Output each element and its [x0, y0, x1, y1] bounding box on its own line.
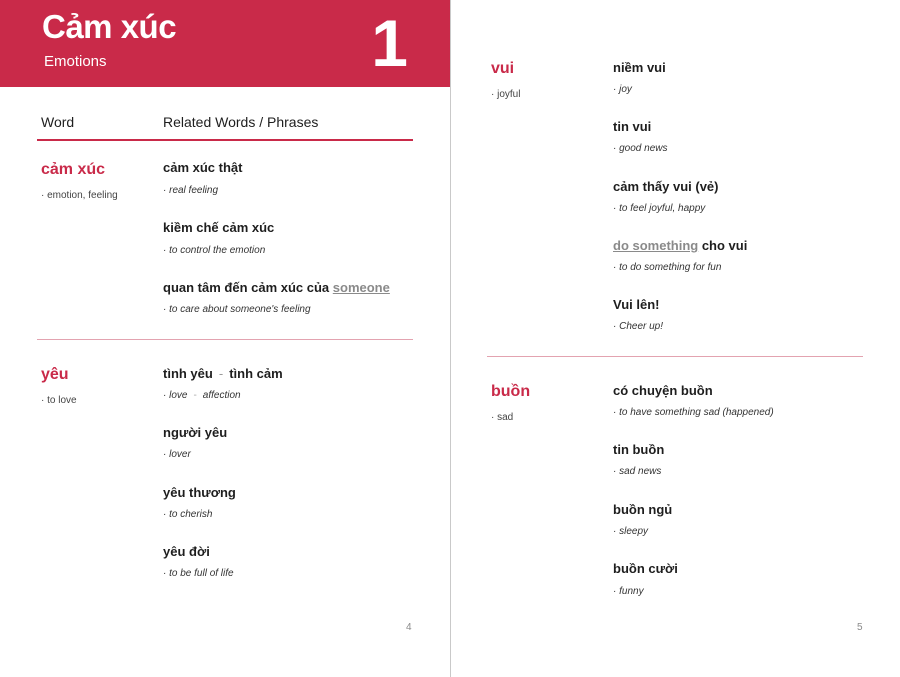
phrase: người yêu [163, 425, 228, 440]
phrase [163, 280, 390, 295]
phrase-gloss: · funny [613, 586, 644, 597]
phrase-separator: - [218, 366, 224, 381]
phrase-gloss: · to have something sad (happened) [613, 407, 774, 418]
headword: buồn [491, 383, 531, 400]
phrase-gloss: · to care about someone's feeling [163, 304, 311, 315]
phrase [613, 238, 747, 253]
phrase: niềm vui [613, 60, 666, 75]
phrase: cảm xúc thật [163, 160, 243, 175]
phrase-gloss: · Cheer up! [613, 321, 664, 332]
phrase-gloss: · real feeling [163, 185, 219, 196]
chapter-banner [0, 0, 450, 87]
phrase-gloss: · to do something for fun [613, 262, 722, 273]
phrase-text: cho vui [698, 238, 748, 253]
placeholder-link[interactable]: do something [613, 238, 699, 253]
headword: vui [491, 60, 515, 77]
phrase [163, 366, 283, 381]
chapter-subtitle: Emotions [44, 53, 107, 70]
header-divider [37, 139, 413, 141]
phrase-gloss: · sad news [613, 466, 662, 477]
headword: yêu [41, 366, 69, 383]
phrase: yêu thương [163, 485, 236, 500]
headword: cảm xúc [41, 161, 106, 178]
headword-gloss: · to love [41, 395, 77, 406]
phrase-gloss: · good news [613, 143, 668, 154]
right-page [451, 0, 900, 677]
phrase-gloss: · to cherish [163, 509, 213, 520]
phrase-gloss [163, 390, 241, 401]
phrase: Vui lên! [613, 297, 660, 312]
headword-gloss: · joyful [491, 89, 521, 100]
chapter-number: 1 [371, 6, 408, 80]
phrase-gloss: · to feel joyful, happy [613, 203, 706, 214]
gloss-separator: - [193, 390, 197, 401]
phrase: tin vui [613, 119, 652, 134]
phrase: yêu đời [163, 544, 210, 559]
phrase-gloss: · sleepy [613, 526, 649, 537]
phrase-gloss: · to be full of life [163, 568, 234, 579]
phrase-gloss: · joy [613, 84, 632, 95]
gloss-text: · love [163, 390, 188, 401]
phrase-text: quan tâm đến cảm xúc của [163, 280, 333, 295]
phrase-text: tình yêu [163, 366, 213, 381]
phrase: cảm thấy vui (vẻ) [613, 179, 719, 194]
phrase: buồn cười [613, 561, 678, 576]
entry-divider [37, 339, 413, 340]
headword-gloss: · emotion, feeling [41, 190, 118, 201]
phrase: buồn ngủ [613, 502, 673, 517]
placeholder-link[interactable]: someone [332, 280, 390, 295]
phrase-gloss: · to control the emotion [163, 245, 266, 256]
page-number: 4 [406, 622, 412, 633]
column-header-related: Related Words / Phrases [163, 114, 319, 130]
page-number: 5 [857, 622, 863, 633]
chapter-title: Cảm xúc [42, 8, 177, 45]
entry-divider [487, 356, 863, 357]
phrase-gloss: · lover [163, 449, 191, 460]
phrase: tin buồn [613, 442, 665, 457]
headword-gloss: · sad [491, 412, 514, 423]
phrase: có chuyện buồn [613, 383, 713, 398]
column-header-word: Word [41, 114, 75, 130]
phrase: kiềm chế cảm xúc [163, 220, 275, 235]
phrase-text-alt: tình cảm [229, 366, 283, 381]
gloss-text-alt: affection [202, 390, 241, 401]
